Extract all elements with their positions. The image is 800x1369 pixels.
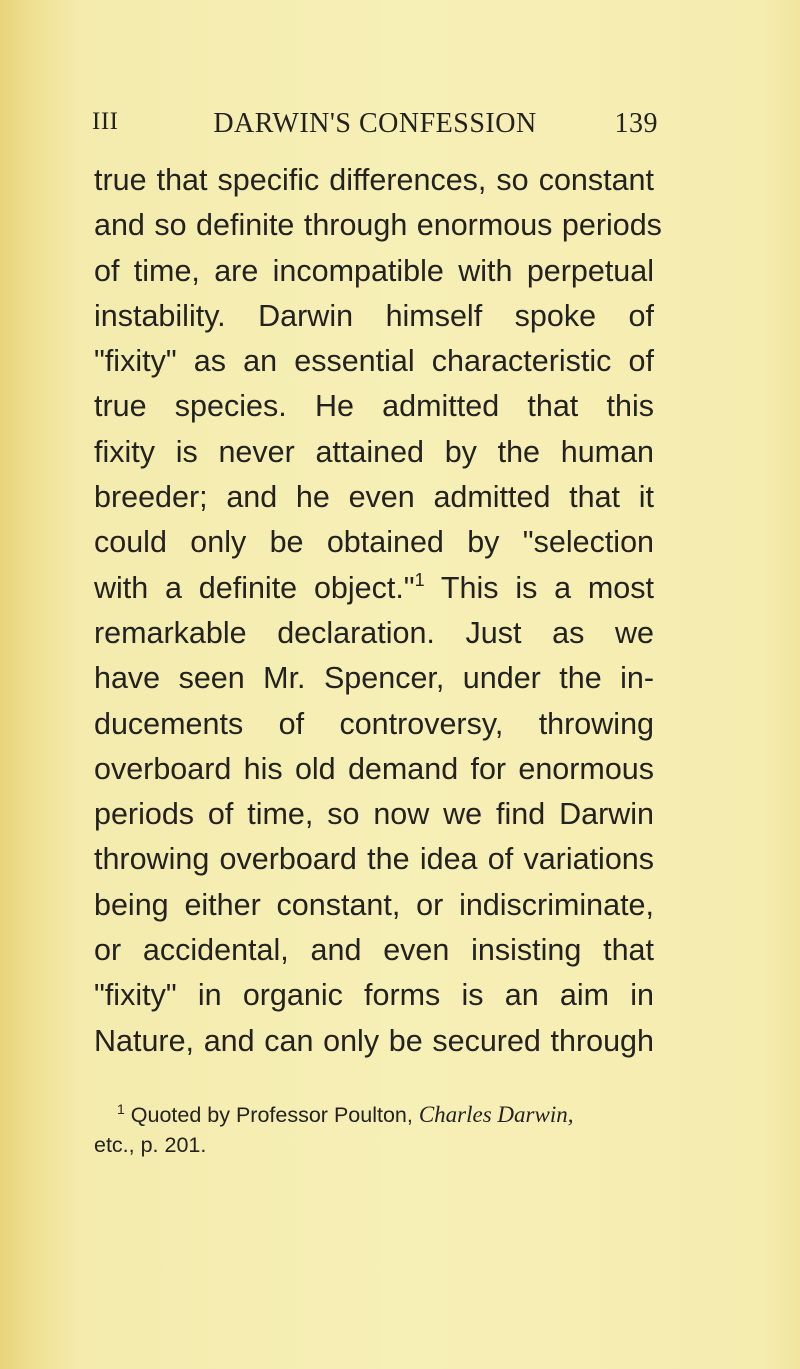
text-line: "fixity" as an essential characteristic of (94, 344, 654, 379)
footnote-marker: 1 (117, 1101, 125, 1117)
chapter-number: III (92, 108, 119, 135)
text-fragment: This is a most (440, 570, 654, 605)
text-line: being either constant, or indiscriminate, (94, 887, 654, 922)
text-line: have seen Mr. Spencer, under the in- (94, 661, 654, 696)
text-line: breeder; and he even admitted that it (94, 480, 654, 515)
text-line: overboard his old demand for enormous (94, 751, 654, 786)
text-line: fixity is never attained by the human (94, 434, 654, 469)
text-line: ducements of controversy, throwing (94, 706, 654, 741)
text-line: periods of time, so now we find Darwin (94, 797, 654, 832)
text-line: or accidental, and even insisting that (94, 933, 654, 968)
page-number: 139 (614, 108, 658, 139)
text-line: "fixity" in organic forms is an aim in (94, 978, 654, 1013)
footnote-text: Quoted by Professor Poulton, (130, 1103, 413, 1127)
text-line: remarkable declaration. Just as we (94, 615, 654, 650)
footnote-continuation: etc., p. 201. (94, 1133, 207, 1157)
footnote-reference: 1 (414, 569, 425, 590)
text-line: instability. Darwin himself spoke of (94, 298, 654, 333)
text-line: true that specific differences, so constant (94, 163, 654, 197)
text-line-with-note (94, 566, 654, 611)
text-line: Nature, and can only be secured through (94, 1023, 654, 1058)
running-header (92, 108, 658, 150)
text-line: throwing overboard the idea of variations (94, 842, 654, 877)
text-fragment: with a definite object." (94, 570, 415, 605)
text-line: of time, are incompatible with perpetual (94, 253, 654, 288)
footnote-line (94, 1100, 660, 1130)
text-line: could only be obtained by "selection (94, 525, 654, 560)
body-text (94, 158, 662, 1064)
text-line: true species. He admitted that this (94, 389, 654, 424)
footnote (94, 1100, 660, 1160)
footnote-book-title: Charles Darwin, (418, 1102, 574, 1127)
text-line: and so definite through enormous periods (94, 208, 662, 243)
running-title: DARWIN'S CONFESSION (213, 108, 537, 139)
